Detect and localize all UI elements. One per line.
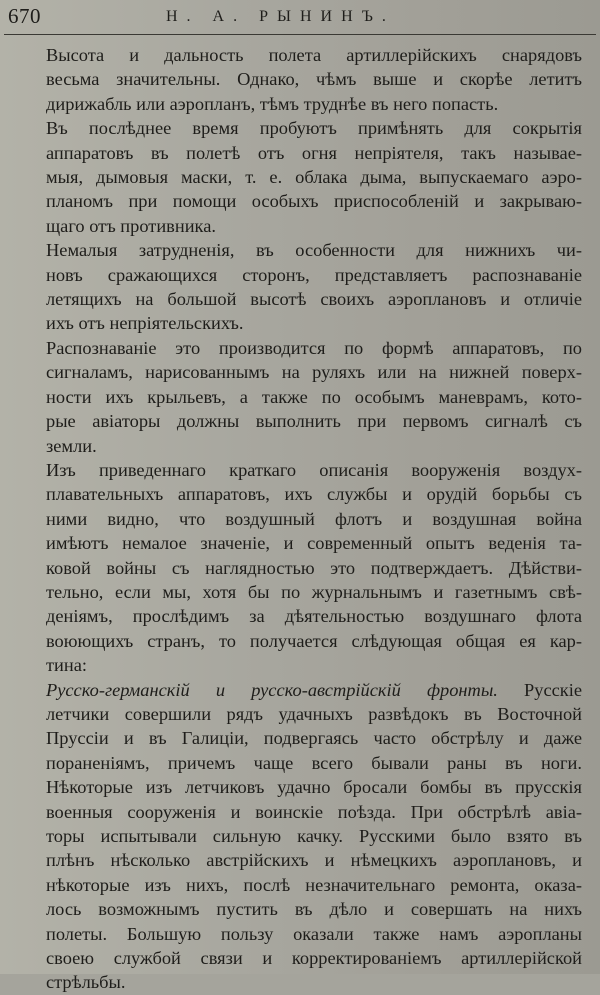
text-line: своею службой связи и корректированіемъ артиллерійской bbox=[46, 948, 582, 969]
paragraph bbox=[46, 458, 582, 678]
text-line: весьма значительны. Однако, чѣмъ выше и скорѣе летитъ bbox=[46, 69, 582, 90]
page-number: 670 bbox=[8, 4, 41, 28]
text-line: Изъ приведеннаго краткаго описанія вооруженія воздух- bbox=[46, 459, 582, 480]
text-line: ихъ отъ непріятельскихъ. bbox=[46, 313, 244, 334]
text-line: стрѣльбы. bbox=[46, 972, 126, 993]
text-line: планомъ при помощи особыхъ приспособленій и закрываю- bbox=[46, 191, 582, 212]
section-heading: Русско-германскій и русско-австрійскій фронты. bbox=[46, 679, 498, 700]
text-line: ности ихъ крыльевъ, а также по особымъ маневрамъ, кото- bbox=[46, 386, 582, 407]
text-line: лось возможнымъ пустить въ дѣло и совершать на нихъ bbox=[46, 899, 582, 920]
text-line: пораненіямъ, причемъ чаще всего бывали раны въ ноги. bbox=[46, 752, 582, 773]
text-line: аппаратовъ въ полетѣ отъ огня непріятеля, такъ называе- bbox=[46, 142, 582, 163]
text-line-rest: Русскіе bbox=[497, 679, 582, 700]
text-line: тельно, если мы, хотя бы по журнальнымъ и газетнымъ свѣ- bbox=[46, 581, 582, 602]
paragraph bbox=[46, 116, 582, 238]
paragraph bbox=[46, 678, 582, 995]
text-line: летчики совершили рядъ удачныхъ развѣдокъ въ Восточной bbox=[46, 703, 582, 724]
text-line: щаго отъ противника. bbox=[46, 215, 216, 236]
text-line: полеты. Большую пользу оказали также намъ аэропланы bbox=[46, 923, 582, 944]
text-line: тина: bbox=[46, 655, 87, 676]
paragraph bbox=[46, 43, 582, 116]
text-line: Пруссіи и въ Галиціи, подвергаясь часто обстрѣлу и даже bbox=[46, 728, 582, 749]
text-line: Въ послѣднее время пробуютъ примѣнять для сокрытія bbox=[46, 118, 582, 139]
text-line: Распознаваніе это производится по формѣ аппаратовъ, по bbox=[46, 337, 582, 358]
text-line: Нѣкоторые изъ летчиковъ удачно бросали бомбы въ прусскія bbox=[46, 777, 582, 798]
text-line: мыя, дымовыя маски, т. е. облака дыма, выпускаемаго аэро- bbox=[46, 167, 582, 188]
page-header bbox=[0, 0, 600, 46]
text-line: ними видно, что воздушный флотъ и воздушная война bbox=[46, 508, 582, 529]
text-line: Высота и дальность полета артиллерійскихъ снарядовъ bbox=[46, 45, 582, 65]
text-line: Немалыя затрудненія, въ особенности для нижнихъ чи- bbox=[46, 240, 582, 261]
text-line: летящихъ на большой высотѣ своихъ аэроплановъ и отличіе bbox=[46, 289, 582, 310]
running-head: Н. А. РЫНИНЪ. bbox=[166, 8, 395, 25]
text-line: ковой войны съ наглядностью это подтверждаетъ. Дѣйстви- bbox=[46, 557, 582, 578]
text-line: деніямъ, прослѣдимъ за дѣятельностью воздушнаго флота bbox=[46, 606, 582, 627]
text-line: нѣкоторые изъ нихъ, послѣ незначительнаго ремонта, оказа- bbox=[46, 874, 582, 895]
text-line: земли. bbox=[46, 435, 97, 456]
text-line: имѣютъ немалое значеніе, и современный опытъ веденія та- bbox=[46, 533, 582, 554]
text-line: воюющихъ странъ, то получается слѣдующая общая ея кар- bbox=[46, 630, 582, 651]
text-line: торы испытывали сильную качку. Русскими было взято въ bbox=[46, 826, 582, 846]
text-line: рые авіаторы должны выполнить при первомъ сигналѣ съ bbox=[46, 411, 582, 432]
text-line: сигналамъ, нарисованнымъ на руляхъ или на нижней поверх- bbox=[46, 362, 582, 383]
text-line: плѣнъ нѣсколько австрійскихъ и нѣмецкихъ аэроплановъ, и bbox=[46, 850, 582, 871]
header-rule bbox=[4, 34, 596, 35]
text-line: плавательныхъ аппаратовъ, ихъ службы и орудій борьбы съ bbox=[46, 484, 582, 505]
paragraph bbox=[46, 336, 582, 458]
text-line bbox=[46, 678, 582, 702]
paragraph bbox=[46, 238, 582, 336]
text-line: новъ сражающихся сторонъ, представляетъ распознаваніе bbox=[46, 264, 582, 285]
text-line: дирижабль или аэропланъ, тѣмъ труднѣе въ него попасть. bbox=[46, 93, 499, 114]
text-line: военныя сооруженія и воинскіе поѣзда. При обстрѣлѣ авіа- bbox=[46, 801, 582, 822]
body-text bbox=[46, 43, 582, 995]
